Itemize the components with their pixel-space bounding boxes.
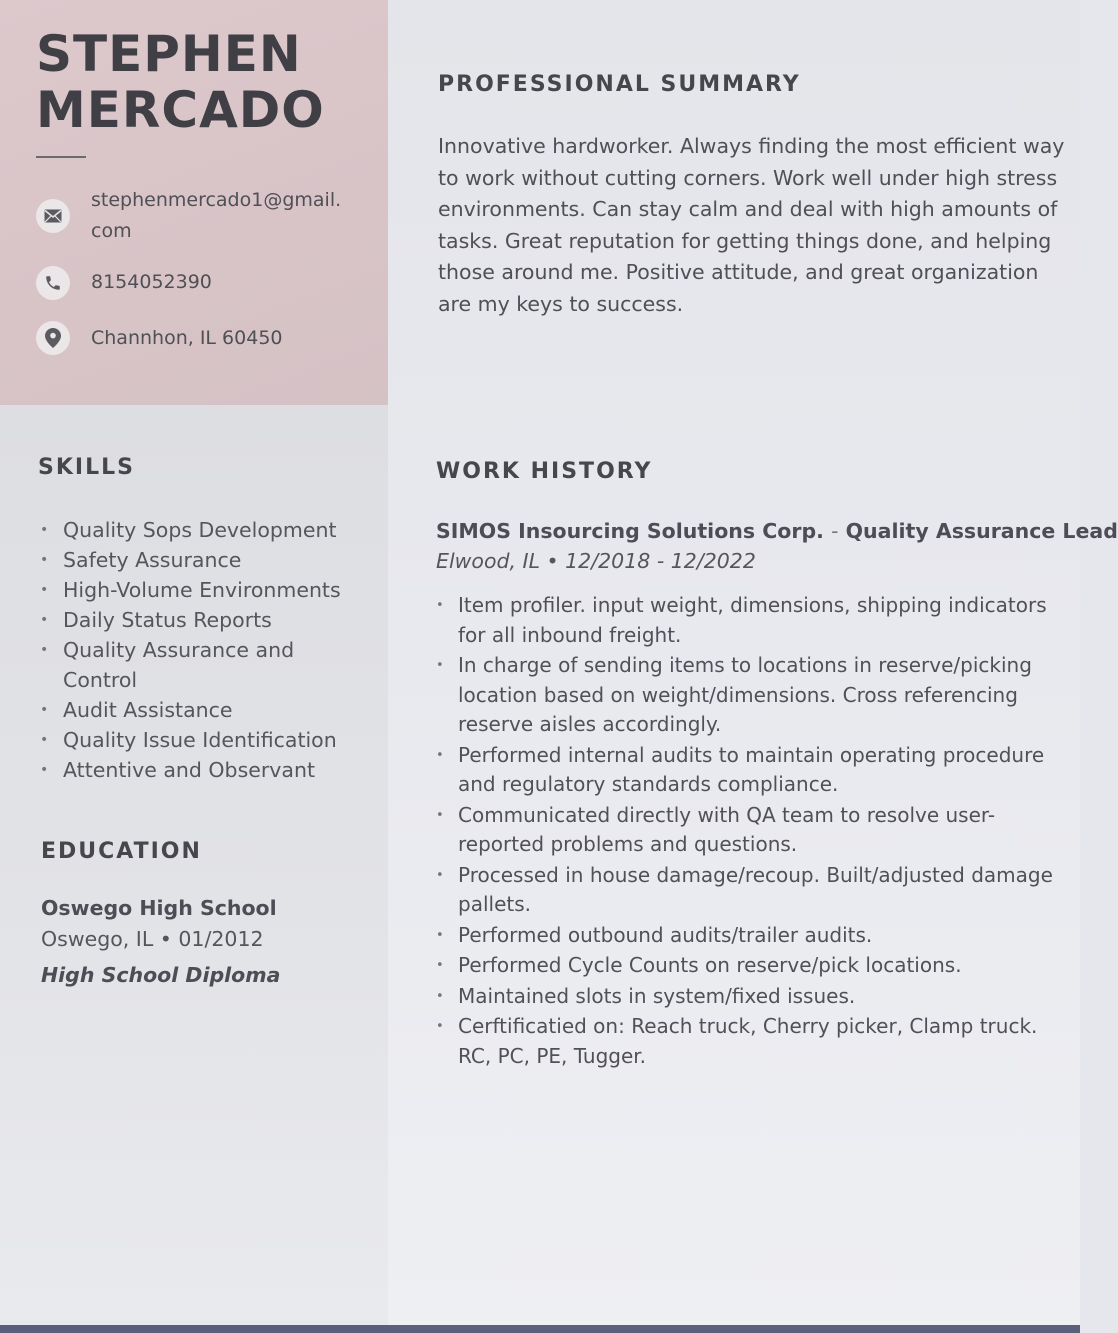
name-divider	[36, 156, 86, 158]
education-location-date: Oswego, IL • 01/2012	[41, 927, 264, 951]
skill-item: • Quality Sops Development	[38, 515, 368, 545]
skill-item: • Attentive and Observant	[38, 755, 368, 785]
duty-item: • Processed in house damage/recoup. Built/adjusted damage pallets.	[436, 861, 1066, 920]
job-company: SIMOS Insourcing Solutions Corp.	[436, 519, 824, 543]
summary-text: Innovative hardworker. Always finding the most efficient way to work without cutting corners. Work well under high stress environments. Can stay calm and deal with high amounts of tasks. Great reputation for getting things done, and helping those around me. Positive attitude, and great organization are my keys to success.	[438, 134, 1065, 316]
job-title-line	[436, 519, 1118, 543]
email-line-1: stephenmercado1@gmail.	[91, 189, 342, 211]
skill-item: • Quality Assurance and Control	[38, 635, 368, 695]
duty-item: • Performed outbound audits/trailer audits.	[436, 921, 1066, 951]
work-history-heading: WORK HISTORY	[436, 459, 653, 484]
phone-icon	[36, 266, 70, 300]
duty-item: • Performed internal audits to maintain operating procedure and regulatory standards compliance.	[436, 741, 1066, 800]
skill-item: • Daily Status Reports	[38, 605, 368, 635]
first-name: STEPHEN	[36, 25, 302, 83]
skill-item: • High-Volume Environments	[38, 575, 368, 605]
address-text: Channhon, IL 60450	[91, 327, 283, 349]
duty-item: • Item profiler. input weight, dimensions, shipping indicators for all inbound freight.	[436, 591, 1066, 650]
skill-item: • Quality Issue Identification	[38, 725, 368, 755]
duty-item: • In charge of sending items to locations in reserve/picking location based on weight/dimensions. Cross referencing reserve aisles accordingly.	[436, 651, 1066, 740]
job-title-separator: -	[831, 519, 839, 543]
candidate-name	[36, 26, 325, 138]
education-school: Oswego High School	[41, 896, 277, 920]
skill-item: • Safety Assurance	[38, 545, 368, 575]
email-line-2: com	[91, 220, 132, 242]
education-degree: High School Diploma	[41, 963, 281, 987]
duty-item: • Communicated directly with QA team to resolve user-reported problems and questions.	[436, 801, 1066, 860]
envelope-icon	[36, 199, 70, 233]
duty-item: • Cerftificatied on: Reach truck, Cherry picker, Clamp truck. RC, PC, PE, Tugger.	[436, 1012, 1066, 1071]
screen-bottom-edge	[0, 1325, 1080, 1333]
duty-item: • Maintained slots in system/fixed issues.	[436, 982, 1066, 1012]
phone-text[interactable]: 8154052390	[91, 271, 212, 293]
education-heading: EDUCATION	[41, 839, 202, 864]
job-location-dates: Elwood, IL • 12/2018 - 12/2022	[436, 549, 756, 573]
map-pin-icon	[36, 321, 70, 355]
last-name: MERCADO	[36, 81, 325, 139]
skills-heading: SKILLS	[38, 455, 135, 480]
skills-list	[38, 515, 368, 785]
email-text[interactable]	[91, 185, 361, 247]
skill-item: • Audit Assistance	[38, 695, 368, 725]
summary-heading: PROFESSIONAL SUMMARY	[438, 72, 801, 97]
duty-item: • Performed Cycle Counts on reserve/pick locations.	[436, 951, 1066, 981]
job-duties-list	[436, 591, 1066, 1072]
job-role: Quality Assurance Lead	[845, 519, 1118, 543]
